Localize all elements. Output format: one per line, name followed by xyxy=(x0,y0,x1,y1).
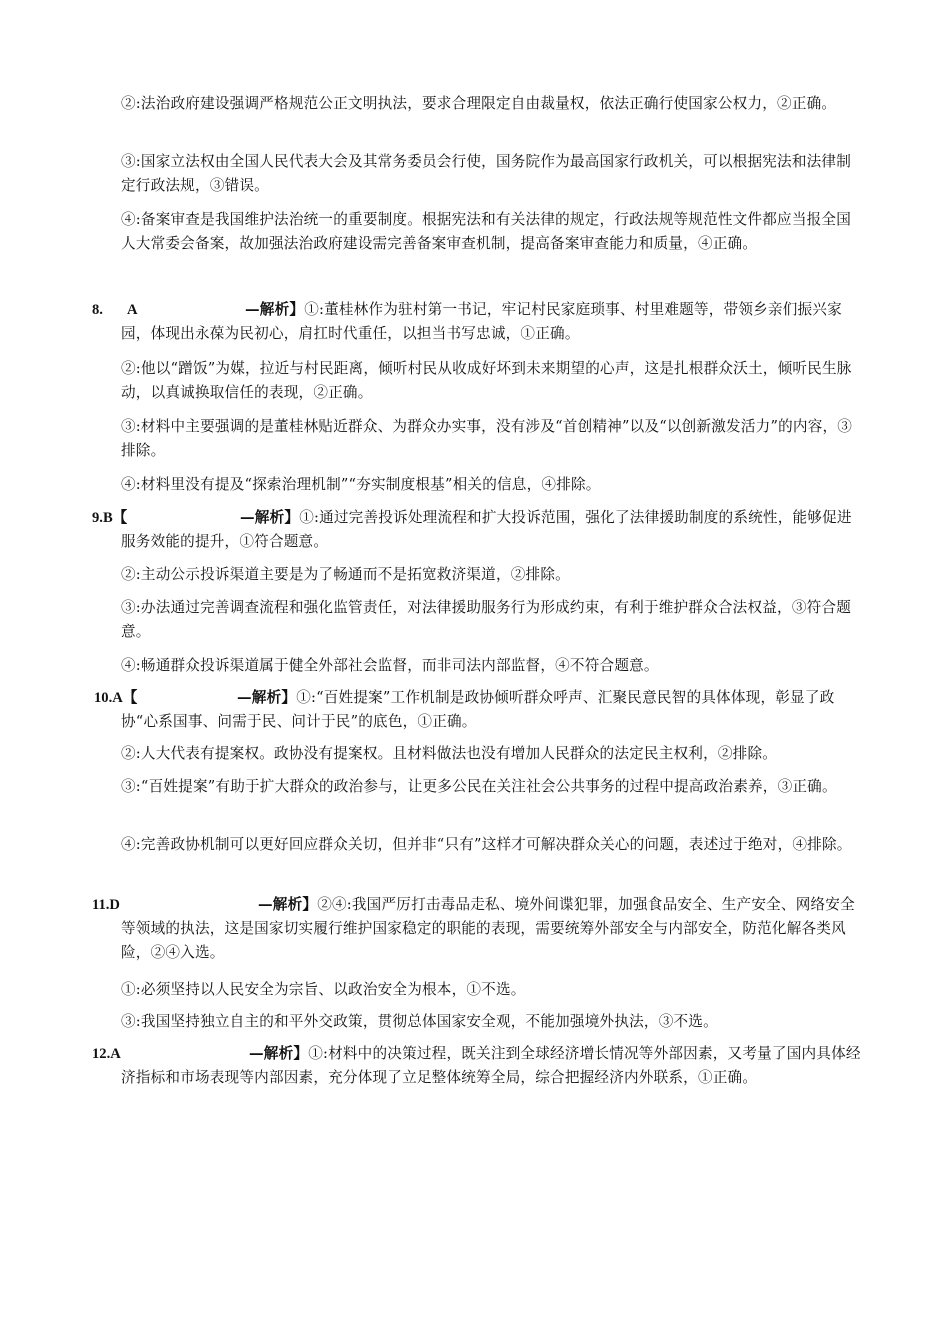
paragraph-b2: ③:国家立法权由全国人民代表大会及其常务委员会行使，国务院作为最高国家行政机关，可以根据宪法和法律制定行政法规，③错误。 xyxy=(121,153,852,194)
q10-item-2: ②:人大代表有提案权。政协没有提案权。且材料做法也没有增加人民群众的法定民主权利，②排除。 xyxy=(121,745,778,762)
q11-tag: —解析】 xyxy=(258,896,318,913)
q12-lead xyxy=(121,1042,861,1090)
q10-lead-text: ①:“百姓提案”工作机制是政协倾听群众呼声、汇聚民意民智的具体体现，彰显了政协“心系国事、问需于民、问计于民”的底色，①正确。 xyxy=(121,689,835,730)
q8-number: 8. xyxy=(92,302,103,318)
q8-lead xyxy=(121,298,861,346)
q11-item-3: ③:我国坚持独立自主的和平外交政策，贯彻总体国家安全观，不能加强境外执法，③不选。 xyxy=(121,1013,718,1030)
q9-number: 9.B【 xyxy=(92,510,128,526)
paragraph-b1: ②:法治政府建设强调严格规范公正文明执法，要求合理限定自由裁量权，依法正确行使国家公权力，②正确。 xyxy=(121,95,837,112)
q12-number: 12.A xyxy=(92,1046,121,1062)
q9-item-3: ③:办法通过完善调查流程和强化监管责任，对法律援助服务行为形成约束，有利于维护群众合法权益，③符合题意。 xyxy=(121,599,852,640)
q8-answer: A xyxy=(127,302,138,318)
q12-tag: —解析】 xyxy=(249,1045,309,1062)
q10-tag: —解析】 xyxy=(237,689,297,706)
q9-lead-text: ①:通过完善投诉处理流程和扩大投诉范围，强化了法律援助制度的系统性，能够促进服务效能的提升，①符合题意。 xyxy=(121,509,852,550)
q8-lead-text: ①:董桂林作为驻村第一书记，牢记村民家庭琐事、村里难题等，带领乡亲们振兴家园，体现出永葆为民初心，肩扛时代重任，以担当书写忠诚，①正确。 xyxy=(121,301,842,342)
q11-item-1: ①:必须坚持以人民安全为宗旨、以政治安全为根本，①不选。 xyxy=(121,981,526,998)
q11-number: 11.D xyxy=(92,897,120,913)
q9-tag: —解析】 xyxy=(240,509,300,526)
q10-lead xyxy=(121,686,861,734)
q9-item-2: ②:主动公示投诉渠道主要是为了畅通而不是拓宽救济渠道，②排除。 xyxy=(121,566,570,583)
q8-tag: —解析】 xyxy=(245,301,305,318)
q9-lead xyxy=(121,506,861,554)
q8-item-3: ③:材料中主要强调的是董桂林贴近群众、为群众办实事，没有涉及“首创精神”以及“以创新激发活力”的内容，③排除。 xyxy=(121,418,853,459)
q8-item-4: ④:材料里没有提及“探索治理机制”“夯实制度根基”相关的信息，④排除。 xyxy=(121,476,601,493)
q12-lead-text: ①:材料中的决策过程，既关注到全球经济增长情况等外部因素，又考量了国内具体经济指标和市场表现等内部因素，充分体现了立足整体统筹全局，综合把握经济内外联系，①正确。 xyxy=(121,1045,861,1086)
q11-lead xyxy=(121,893,861,965)
q10-item-4: ④:完善政协机制可以更好回应群众关切，但并非“只有”这样才可解决群众关心的问题，表述过于绝对，④排除。 xyxy=(121,836,852,853)
q9-item-4: ④:畅通群众投诉渠道属于健全外部社会监督，而非司法内部监督，④不符合题意。 xyxy=(121,657,659,674)
q10-item-3: ③:“百姓提案”有助于扩大群众的政治参与，让更多公民在关注社会公共事务的过程中提高政治素养，③正确。 xyxy=(121,778,837,795)
q10-number: 10.A【 xyxy=(94,690,138,706)
q11-lead-text: ②④:我国严厉打击毒品走私、境外间谍犯罪，加强食品安全、生产安全、网络安全等领域的执法，这是国家切实履行维护国家稳定的职能的表现，需要统筹外部安全与内部安全，防范化解各类风险，②④入选。 xyxy=(121,896,855,961)
q8-item-2: ②:他以“蹭饭”为媒，拉近与村民距离，倾听村民从收成好坏到未来期望的心声，这是扎根群众沃土，倾听民生脉动，以真诚换取信任的表现，②正确。 xyxy=(121,360,852,401)
paragraph-b3: ④:备案审查是我国维护法治统一的重要制度。根据宪法和有关法律的规定，行政法规等规范性文件都应当报全国人大常委会备案，故加强法治政府建设需完善备案审查机制，提高备案审查能力和质量，④正确。 xyxy=(121,211,852,252)
